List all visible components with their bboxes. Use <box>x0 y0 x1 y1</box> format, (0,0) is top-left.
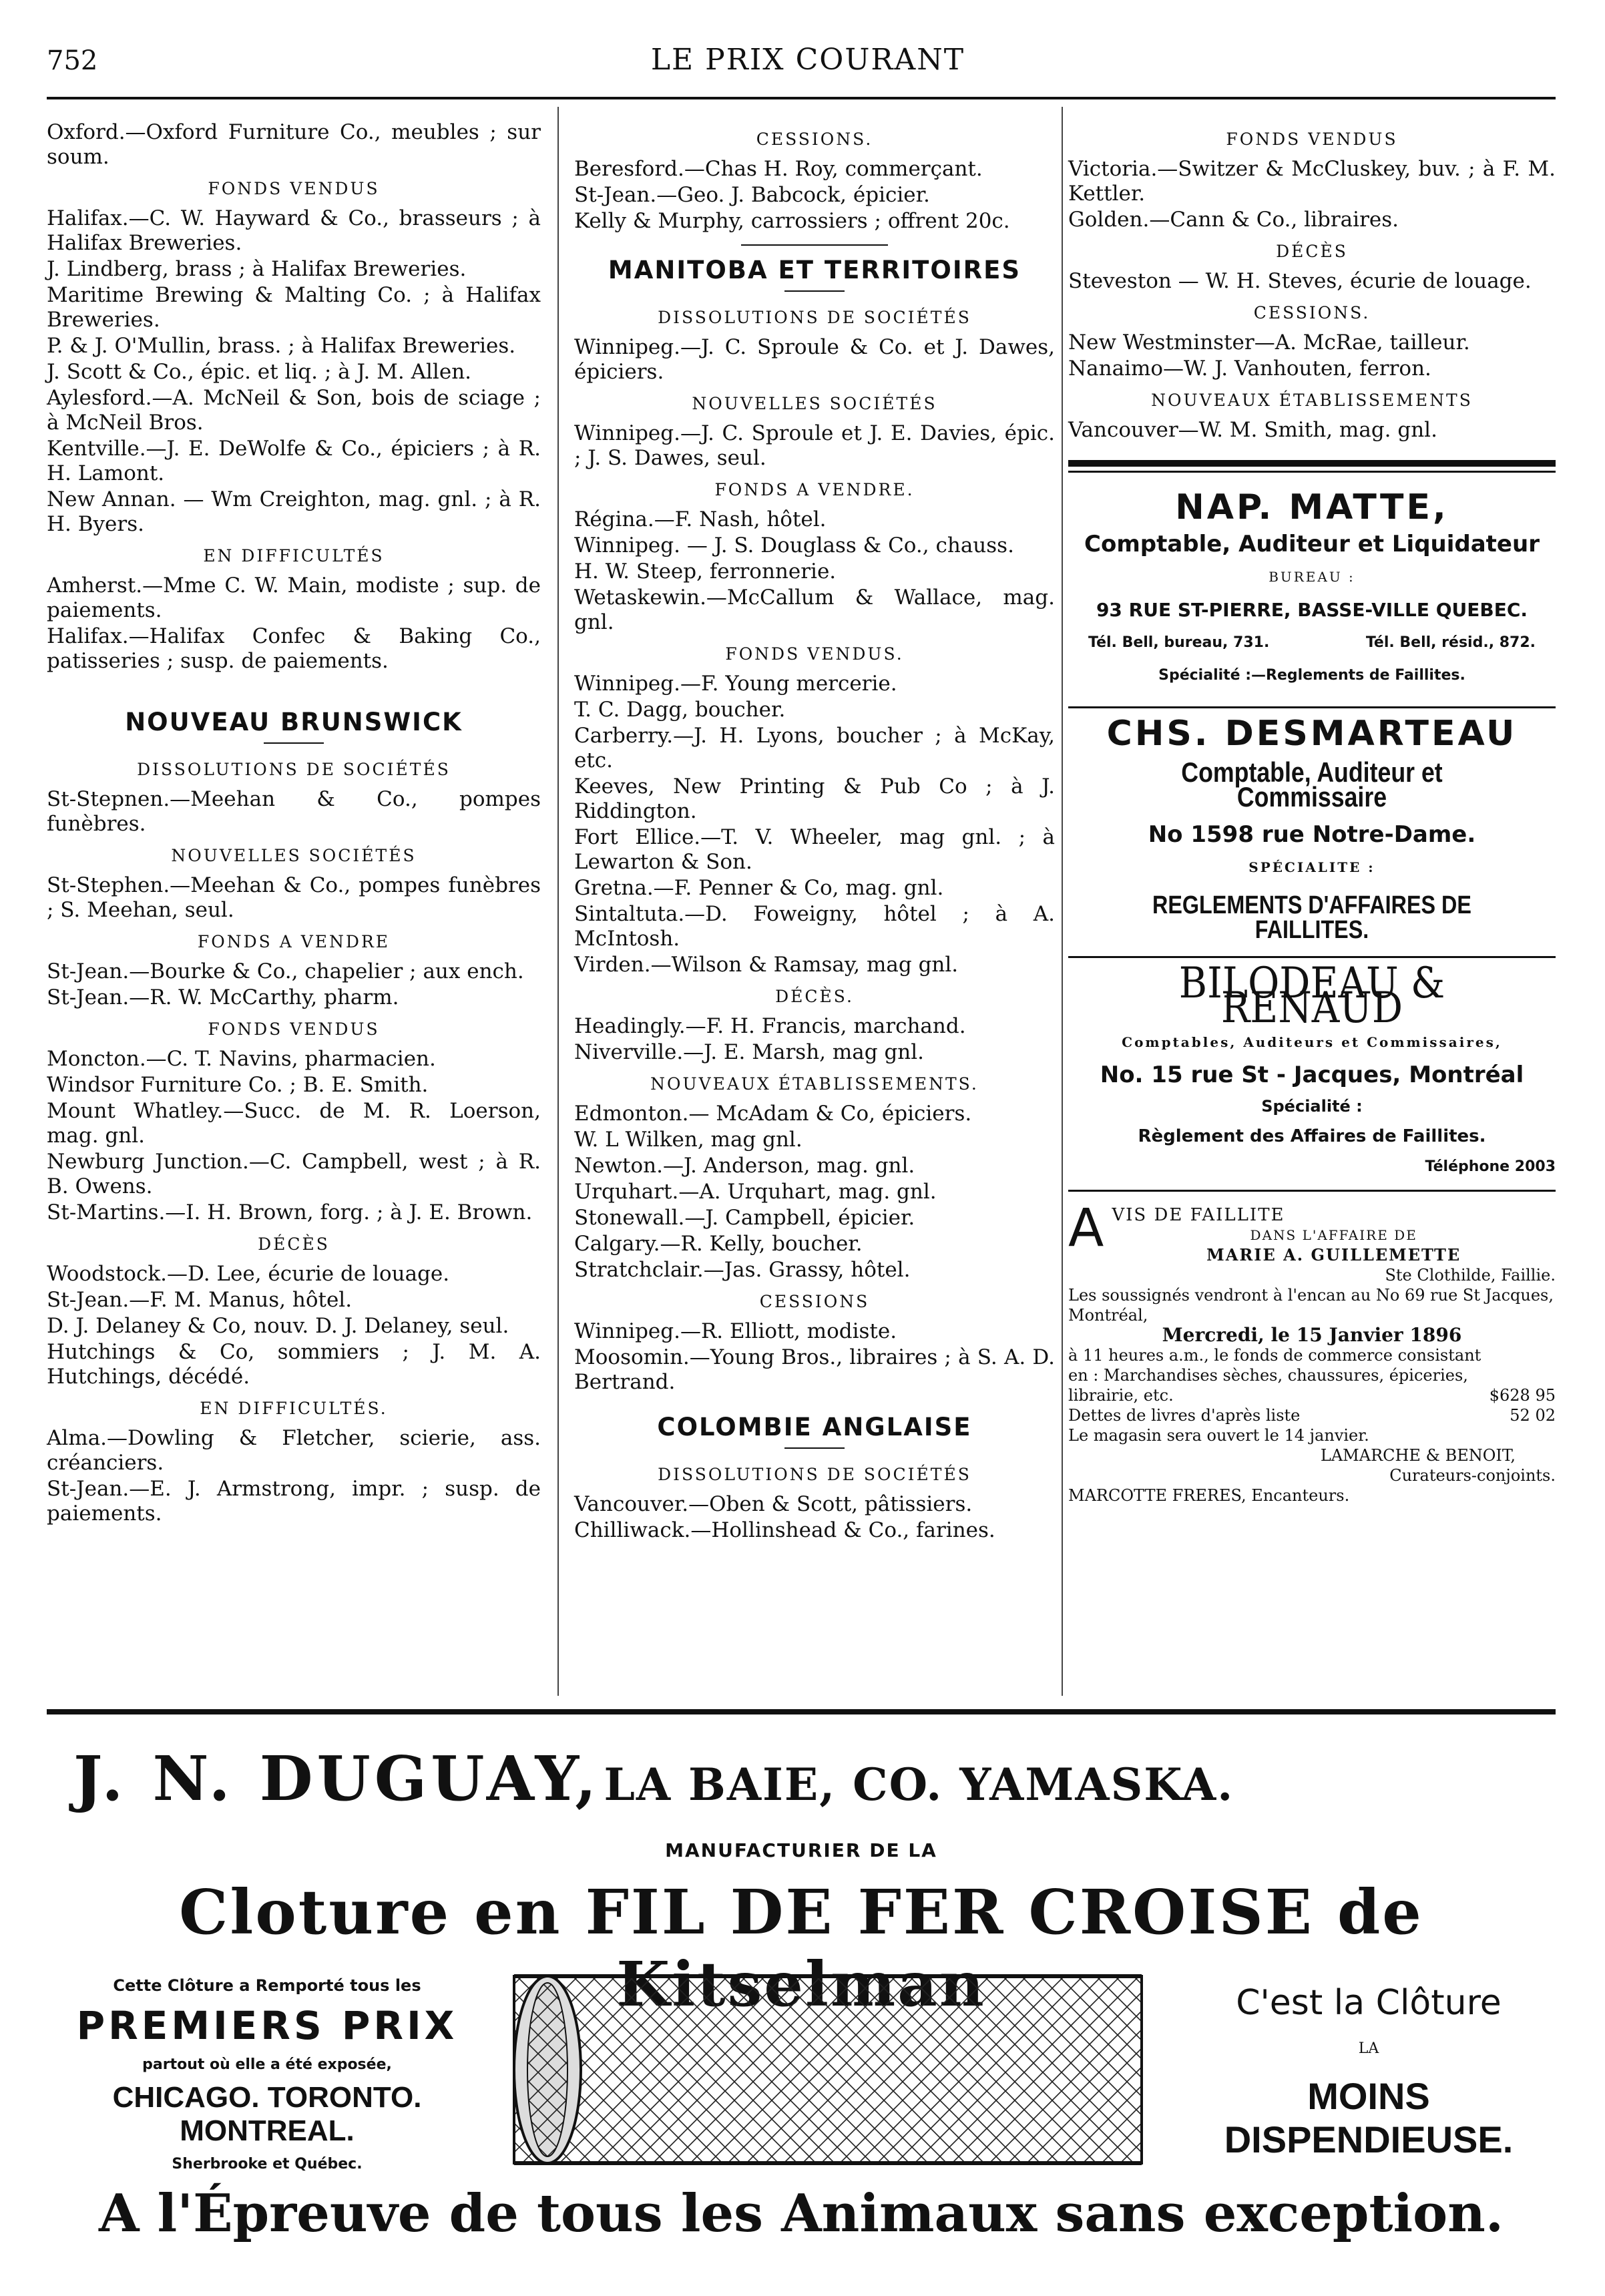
ad-title: Comptable, Auditeur et Liquidateur <box>1084 531 1540 557</box>
entry: Gretna.—F. Penner & Co, mag. gnl. <box>574 876 944 900</box>
entry: Kentville.—J. E. DeWolfe & Co., épiciers ; à R. H. Lamont. <box>47 437 541 485</box>
entry: St-Stepnen.—Meehan & Co., pompes funèbres. <box>47 787 541 836</box>
column-divider <box>557 107 559 1696</box>
entry: Stratchclair.—Jas. Grassy, hôtel. <box>574 1258 911 1282</box>
ad-address: No 1598 rue Notre-Dame. <box>1148 821 1476 848</box>
notice-signature: Curateurs-conjoints. <box>1389 1466 1556 1485</box>
ad-headline <box>73 1743 1542 1815</box>
section-heading: DÉCÈS <box>258 1234 330 1254</box>
divider <box>1068 956 1556 958</box>
ad-left-panel <box>60 1976 474 2172</box>
entry: Victoria.—Switzer & McCluskey, buv. ; à F. M. Kettler. <box>1068 157 1556 206</box>
ad-title: Comptables, Auditeurs et Commissaires, <box>1122 1034 1502 1050</box>
column-middle <box>574 120 1055 1544</box>
entry: St-Jean.—R. W. McCarthy, pharm. <box>47 985 399 1009</box>
entry: Winnipeg.—J. C. Sproule et J. E. Davies, épic. ; J. S. Dawes, seul. <box>574 421 1055 470</box>
ad-right-panel <box>1182 1983 1556 2161</box>
section-heading: FONDS A VENDRE <box>197 932 391 951</box>
region-heading: COLOMBIE ANGLAISE <box>657 1413 972 1441</box>
entry: J. Lindberg, brass ; à Halifax Breweries. <box>47 257 467 281</box>
entry: Woodstock.—D. Lee, écurie de louage. <box>47 1262 450 1286</box>
ad-text: LA <box>1358 2040 1379 2057</box>
section-heading: EN DIFFICULTÉS <box>203 546 385 565</box>
divider <box>1068 1190 1556 1192</box>
section-heading: DISSOLUTIONS DE SOCIÉTÉS <box>658 1465 971 1484</box>
entry: J. Scott & Co., épic. et liq. ; à J. M. Allen. <box>47 360 472 384</box>
running-title: LE PRIX COURANT <box>650 43 965 77</box>
entry: Aylesford.—A. McNeil & Son, bois de sciage ; à McNeil Bros. <box>47 386 541 435</box>
notice-amount: $628 95 <box>1489 1386 1556 1405</box>
entry: Vancouver.—Oben & Scott, pâtissiers. <box>574 1492 973 1516</box>
page-header <box>47 40 1569 87</box>
entry: St-Jean.—E. J. Armstrong, impr. ; susp. de paiements. <box>47 1477 541 1526</box>
ad-specialty: Règlement des Affaires de Faillites. <box>1138 1126 1486 1146</box>
notice-body: à 11 heures a.m., le fonds de commerce consistant en : Marchandises sèches, chaussures, épiceries, librairie, etc. <box>1068 1346 1481 1405</box>
divider <box>1068 460 1556 467</box>
ad-text: CHICAGO. TORONTO. MONTREAL. <box>112 2081 422 2147</box>
entry: Chilliwack.—Hollinshead & Co., farines. <box>574 1518 995 1542</box>
entry: Fort Ellice.—T. V. Wheeler, mag gnl. ; à Lewarton & Son. <box>574 825 1055 874</box>
ad-name: CHS. DESMARTEAU <box>1106 714 1518 754</box>
ad-label: Spécialité : <box>1261 1097 1363 1116</box>
notice-label: DANS L'AFFAIRE DE <box>1250 1227 1417 1243</box>
entry: Headingly.—F. H. Francis, marchand. <box>574 1014 966 1038</box>
ad-matte <box>1068 487 1556 688</box>
entry: St-Jean.—F. M. Manus, hôtel. <box>47 1288 353 1312</box>
section-heading: FONDS VENDUS <box>208 179 380 198</box>
ad-label: BUREAU : <box>1269 569 1355 585</box>
region-heading: MANITOBA ET TERRITOIRES <box>608 256 1021 284</box>
entry: Carberry.—J. H. Lyons, boucher ; à McKay, etc. <box>574 724 1055 772</box>
section-heading: DÉCÈS. <box>775 987 854 1006</box>
entry: P. & J. O'Mullin, brass. ; à Halifax Breweries. <box>47 334 516 358</box>
entry: Halifax.—Halifax Confec & Baking Co., patisseries ; susp. de paiements. <box>47 624 541 673</box>
section-heading: NOUVELLES SOCIÉTÉS <box>692 394 937 413</box>
entry: New Annan. — Wm Creighton, mag. gnl. ; à R. H. Byers. <box>47 487 541 536</box>
divider <box>1068 706 1556 708</box>
entry: Edmonton.— McAdam & Co, épiciers. <box>574 1102 972 1126</box>
divider <box>264 742 324 744</box>
entry: Winnipeg.—F. Young mercerie. <box>574 672 897 696</box>
ad-title: Comptable, Auditeur et Commissaire <box>1181 756 1443 813</box>
entry: Alma.—Dowling & Fletcher, scierie, ass. créanciers. <box>47 1426 541 1475</box>
ad-main-title: Cloture en FIL DE FER CROISE de <box>179 1876 1423 1948</box>
entry: Windsor Furniture Co. ; B. E. Smith. <box>47 1073 429 1097</box>
entry: Mount Whatley.—Succ. de M. R. Loerson, mag. gnl. <box>47 1099 541 1148</box>
entry: Moncton.—C. T. Navins, pharmacien. <box>47 1047 436 1071</box>
column-left <box>47 120 541 1528</box>
ad-phones <box>1068 630 1556 655</box>
entry: Stonewall.—J. Campbell, épicier. <box>574 1206 915 1230</box>
notice-date: Mercredi, le 15 Janvier 1896 <box>1162 1324 1462 1346</box>
section-heading: DISSOLUTIONS DE SOCIÉTÉS <box>137 760 451 779</box>
entry: H. W. Steep, ferronnerie. <box>574 559 837 584</box>
entry: Virden.—Wilson & Ramsay, mag gnl. <box>574 953 959 977</box>
entry: St-Martins.—I. H. Brown, forg. ; à J. E. Brown. <box>47 1200 533 1224</box>
header-rule <box>47 97 1556 99</box>
ad-address: No. 15 rue St - Jacques, Montréal <box>1100 1062 1524 1088</box>
entry: Keeves, New Printing & Pub Co ; à J. Riddington. <box>574 774 1055 823</box>
entry: T. C. Dagg, boucher. <box>574 698 786 722</box>
section-heading: CESSIONS. <box>756 130 873 149</box>
entry: D. J. Delaney & Co, nouv. D. J. Delaney, seul. <box>47 1314 509 1338</box>
section-heading: FONDS A VENDRE. <box>714 480 915 499</box>
divider <box>784 290 845 292</box>
entry: Urquhart.—A. Urquhart, mag. gnl. <box>574 1180 937 1204</box>
column-right <box>1068 120 1556 1506</box>
entry: Nanaimo—W. J. Vanhouten, ferron. <box>1068 357 1431 381</box>
entry: Vancouver—W. M. Smith, mag. gnl. <box>1068 418 1437 442</box>
ad-desmarteau <box>1068 714 1556 944</box>
entry: Newburg Junction.—C. Campbell, west ; à R. B. Owens. <box>47 1150 541 1198</box>
fence-illustration <box>501 1970 1155 2170</box>
bankruptcy-notice <box>1068 1198 1556 1506</box>
notice-inventory <box>1068 1345 1556 1405</box>
section-heading: NOUVEAUX ÉTABLISSEMENTS. <box>650 1074 979 1094</box>
ad-phone: Téléphone 2003 <box>1425 1158 1556 1175</box>
entry: Newton.—J. Anderson, mag. gnl. <box>574 1154 915 1178</box>
ad-name: NAP. MATTE, <box>1175 487 1449 527</box>
entry: Steveston — W. H. Steves, écurie de louage. <box>1068 269 1532 293</box>
entry: New Westminster—A. McRae, tailleur. <box>1068 330 1470 355</box>
ad-text: Cette Clôture a Remporté tous les <box>113 1976 421 1995</box>
notice-text: Les soussignés vendront à l'encan au No 69 rue St Jacques, Montréal, <box>1068 1286 1554 1325</box>
entry: Golden.—Cann & Co., libraires. <box>1068 208 1399 232</box>
notice-name: MARIE A. GUILLEMETTE <box>1206 1245 1461 1265</box>
entry: Winnipeg.—R. Elliott, modiste. <box>574 1319 897 1343</box>
ad-brand: J. N. DUGUAY, <box>73 1743 601 1815</box>
entry: Winnipeg.—J. C. Sproule & Co. et J. Dawes, épiciers. <box>574 335 1055 384</box>
entry: Kelly & Murphy, carrossiers ; offrent 20c. <box>574 209 1010 233</box>
notice-amount: 52 02 <box>1510 1406 1556 1425</box>
notice-debts <box>1068 1405 1556 1425</box>
entry: Niverville.—J. E. Marsh, mag gnl. <box>574 1040 925 1064</box>
entry: Sintaltuta.—D. Foweigny, hôtel ; à A. McIntosh. <box>574 902 1055 951</box>
entry: Calgary.—R. Kelly, boucher. <box>574 1232 863 1256</box>
divider <box>47 1709 1556 1714</box>
entry: Amherst.—Mme C. W. Main, modiste ; sup. de paiements. <box>47 573 541 622</box>
entry: Oxford.—Oxford Furniture Co., meubles ; sur soum. <box>47 120 541 169</box>
section-heading: FONDS VENDUS <box>208 1019 380 1039</box>
ad-phone: Tél. Bell, bureau, 731. <box>1088 634 1270 651</box>
notice-signature: LAMARCHE & BENOIT, <box>1320 1446 1516 1465</box>
entry: Hutchings & Co, sommiers ; J. M. A. Hutchings, décédé. <box>47 1340 541 1389</box>
notice-debts-label: Dettes de livres d'après liste <box>1068 1406 1301 1425</box>
ad-specialty: REGLEMENTS D'AFFAIRES DE FAILLITES. <box>1152 891 1471 944</box>
entry: Moosomin.—Young Bros., libraires ; à S. A. D. Bertrand. <box>574 1345 1055 1394</box>
entry: Halifax.—C. W. Hayward & Co., brasseurs ; à Halifax Breweries. <box>47 206 541 255</box>
notice-place: Ste Clothilde, Faillie. <box>1385 1266 1556 1285</box>
ad-specialty: Spécialité :—Reglements de Faillites. <box>1158 667 1465 684</box>
ad-address: 93 RUE ST-PIERRE, BASSE-VILLE QUEBEC. <box>1096 599 1528 621</box>
section-heading: FONDS VENDUS. <box>725 644 904 664</box>
notice-auctioneers: MARCOTTE FRERES, Encanteurs. <box>1068 1486 1350 1505</box>
ad-text: PREMIERS PRIX <box>76 2003 458 2048</box>
section-heading: CESSIONS <box>759 1292 870 1311</box>
ad-text: C'est la Clôture <box>1236 1983 1502 2023</box>
entry: Maritime Brewing & Malting Co. ; à Halifax Breweries. <box>47 283 541 332</box>
notice-heading: VIS DE FAILLITE <box>1112 1205 1285 1225</box>
divider <box>741 244 888 246</box>
entry: Régina.—F. Nash, hôtel. <box>574 507 827 531</box>
entry: St-Stephen.—Meehan & Co., pompes funèbres ; S. Meehan, seul. <box>47 873 541 922</box>
fence-advertisement <box>47 1723 1556 2263</box>
section-heading: NOUVELLES SOCIÉTÉS <box>171 846 417 865</box>
column-divider <box>1062 107 1063 1696</box>
ad-phone: Tél. Bell, résid., 872. <box>1365 634 1536 651</box>
ad-name: BILODEAU & RENAUD <box>1178 959 1445 1033</box>
section-heading: NOUVEAUX ÉTABLISSEMENTS <box>1151 391 1473 410</box>
entry: Wetaskewin.—McCallum & Wallace, mag. gnl. <box>574 586 1055 634</box>
entry: Beresford.—Chas H. Roy, commerçant. <box>574 157 983 181</box>
page-number: 752 <box>47 45 98 76</box>
entry: St-Jean.—Geo. J. Babcock, épicier. <box>574 183 930 207</box>
section-heading: FONDS VENDUS <box>1226 130 1398 149</box>
drop-cap: A <box>1068 1198 1104 1258</box>
divider <box>1068 471 1556 473</box>
entry: Winnipeg. — J. S. Douglass & Co., chauss. <box>574 533 1014 557</box>
region-heading: NOUVEAU BRUNSWICK <box>125 708 463 736</box>
entry: W. L Wilken, mag gnl. <box>574 1128 802 1152</box>
section-heading: DISSOLUTIONS DE SOCIÉTÉS <box>658 308 971 327</box>
section-heading: CESSIONS. <box>1253 303 1371 322</box>
ad-bilodeau <box>1068 959 1556 1179</box>
divider <box>784 1447 845 1449</box>
notice-open: Le magasin sera ouvert le 14 janvier. <box>1068 1426 1369 1445</box>
ad-footer: A l'Épreuve de tous les Animaux sans exception. <box>98 2183 1504 2244</box>
ad-label: SPÉCIALITE : <box>1248 859 1375 875</box>
ad-text: partout où elle a été exposée, <box>142 2056 392 2073</box>
ad-location: LA BAIE, CO. YAMASKA. <box>604 1759 1234 1811</box>
section-heading: EN DIFFICULTÉS. <box>200 1399 388 1418</box>
ad-text: MOINS DISPENDIEUSE. <box>1224 2075 1514 2160</box>
section-heading: DÉCÈS <box>1276 242 1348 261</box>
ad-subtitle: MANUFACTURIER DE LA <box>665 1839 937 1861</box>
ad-text: Sherbrooke et Québec. <box>172 2156 363 2172</box>
entry: St-Jean.—Bourke & Co., chapelier ; aux ench. <box>47 959 524 983</box>
